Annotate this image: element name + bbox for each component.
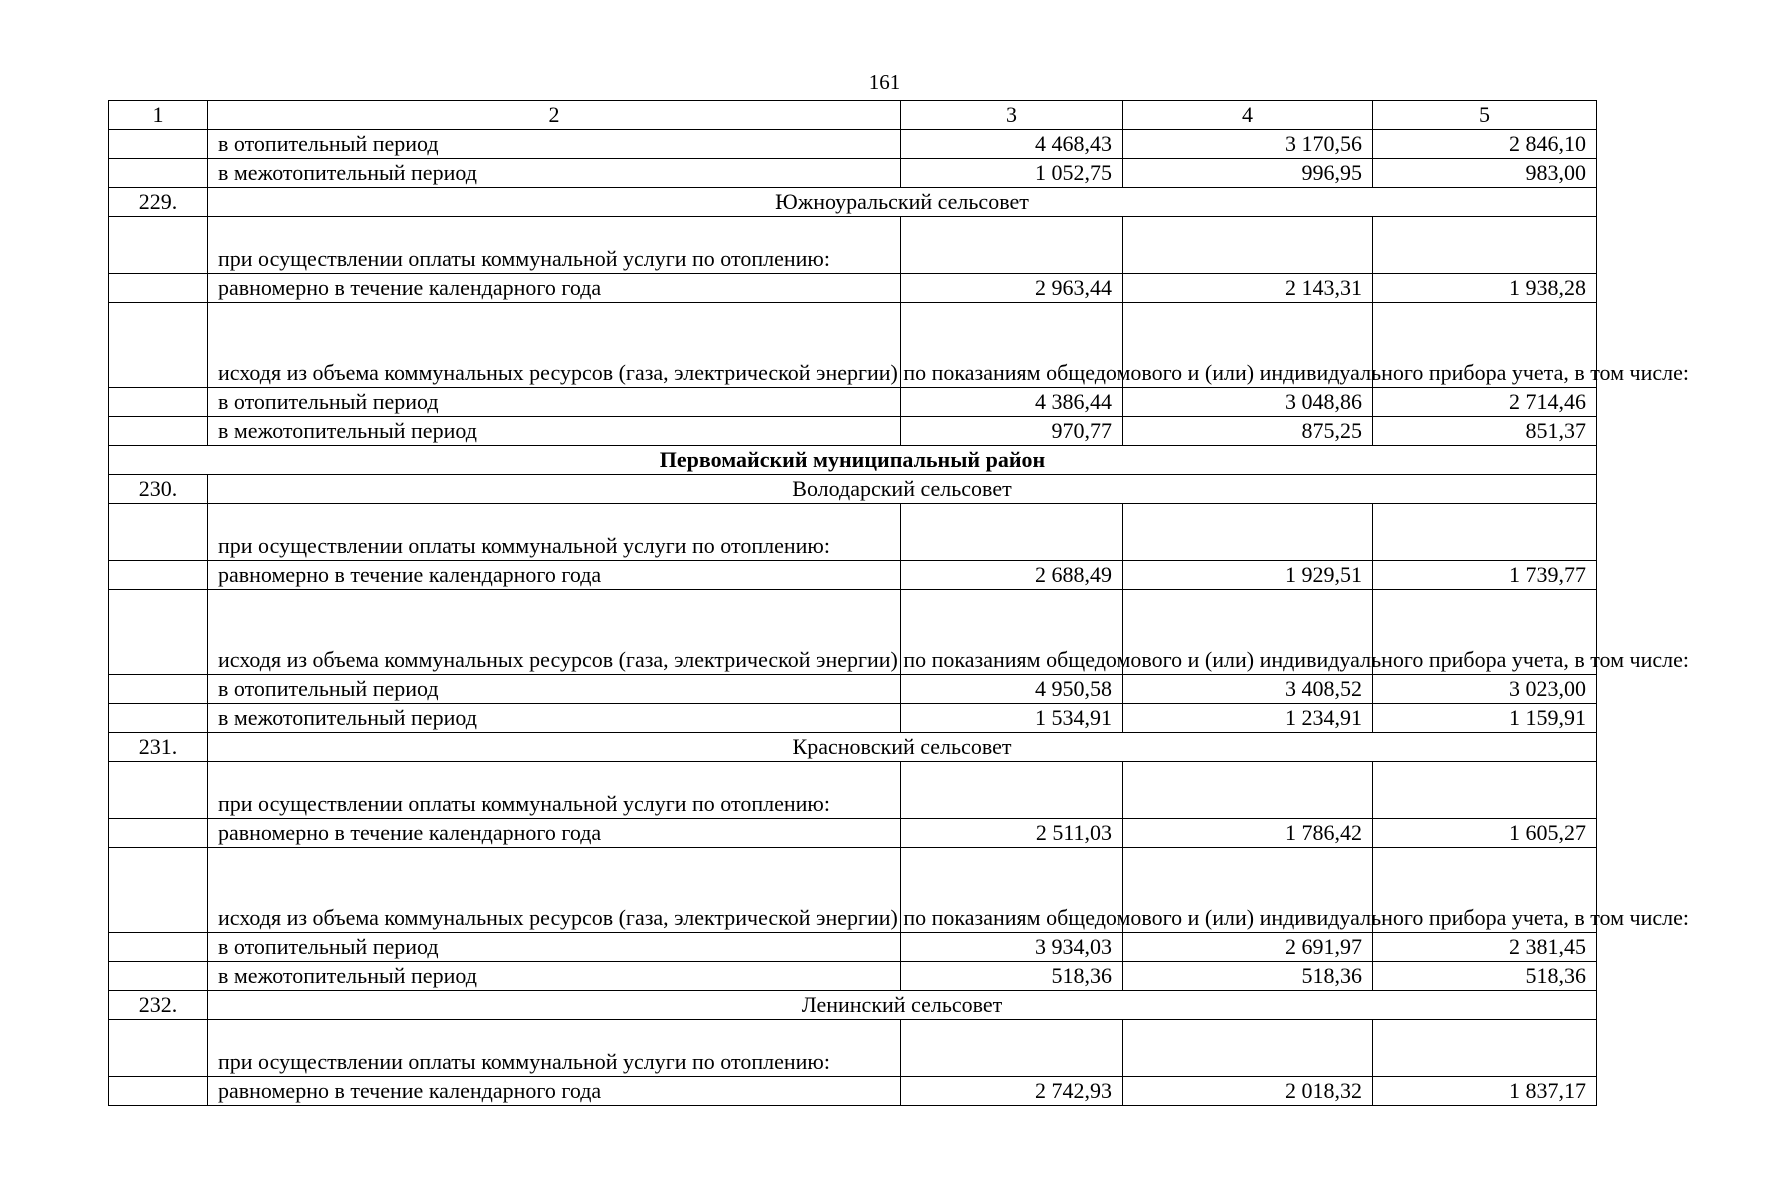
value-col-5: 1 159,91 <box>1373 704 1597 733</box>
page-number: 161 <box>868 70 901 94</box>
value-col-3 <box>901 1020 1123 1077</box>
row-number-cell <box>109 561 208 590</box>
table-row <box>109 819 1597 848</box>
value-col-3 <box>901 217 1123 274</box>
value-col-5 <box>1373 504 1597 561</box>
value-col-3 <box>901 504 1123 561</box>
table-row <box>109 590 1597 675</box>
region-row <box>109 446 1597 475</box>
value-col-4: 2 143,31 <box>1123 274 1373 303</box>
section-title: Ленинский сельсовет <box>208 991 1597 1020</box>
value-col-4: 518,36 <box>1123 962 1373 991</box>
value-col-4 <box>1123 504 1373 561</box>
row-number-cell <box>109 819 208 848</box>
value-col-5: 983,00 <box>1373 159 1597 188</box>
value-col-4: 2 018,32 <box>1123 1077 1373 1106</box>
value-col-5: 2 381,45 <box>1373 933 1597 962</box>
value-col-4: 1 929,51 <box>1123 561 1373 590</box>
section-number: 231. <box>109 733 208 762</box>
row-description: равномерно в течение календарного года <box>208 819 901 848</box>
value-col-4: 1 234,91 <box>1123 704 1373 733</box>
row-description: равномерно в течение календарного года <box>208 1077 901 1106</box>
value-col-4: 3 408,52 <box>1123 675 1373 704</box>
column-number-5: 5 <box>1373 101 1597 130</box>
row-description: исходя из объема коммунальных ресурсов (газа, электрической энергии) по показаниям общедомового и (или) индивидуального прибора учета, в том числе: <box>208 303 901 388</box>
value-col-3: 4 386,44 <box>901 388 1123 417</box>
region-title: Первомайский муниципальный район <box>109 446 1597 475</box>
value-col-3: 3 934,03 <box>901 933 1123 962</box>
value-col-5 <box>1373 1020 1597 1077</box>
section-number: 230. <box>109 475 208 504</box>
section-number: 232. <box>109 991 208 1020</box>
table-row <box>109 675 1597 704</box>
value-col-5: 2 714,46 <box>1373 388 1597 417</box>
table-row <box>109 704 1597 733</box>
value-col-5: 1 739,77 <box>1373 561 1597 590</box>
value-col-3: 4 950,58 <box>901 675 1123 704</box>
value-col-4: 996,95 <box>1123 159 1373 188</box>
row-number-cell <box>109 417 208 446</box>
value-col-3: 970,77 <box>901 417 1123 446</box>
value-col-4: 3 048,86 <box>1123 388 1373 417</box>
row-description: исходя из объема коммунальных ресурсов (газа, электрической энергии) по показаниям общедомового и (или) индивидуального прибора учета, в том числе: <box>208 848 901 933</box>
row-description: равномерно в течение календарного года <box>208 274 901 303</box>
value-col-4: 1 786,42 <box>1123 819 1373 848</box>
value-col-3: 4 468,43 <box>901 130 1123 159</box>
value-col-5 <box>1373 217 1597 274</box>
value-col-4 <box>1123 762 1373 819</box>
value-col-4: 3 170,56 <box>1123 130 1373 159</box>
value-col-5 <box>1373 762 1597 819</box>
row-description: в отопительный период <box>208 675 901 704</box>
table-row <box>109 933 1597 962</box>
value-col-3: 2 688,49 <box>901 561 1123 590</box>
row-description: в межотопительный период <box>208 417 901 446</box>
row-description: в отопительный период <box>208 933 901 962</box>
table-row <box>109 1020 1597 1077</box>
table-row <box>109 1077 1597 1106</box>
row-number-cell <box>109 704 208 733</box>
value-col-5: 1 938,28 <box>1373 274 1597 303</box>
row-number-cell <box>109 388 208 417</box>
table-row <box>109 303 1597 388</box>
table-row <box>109 417 1597 446</box>
value-col-5: 3 023,00 <box>1373 675 1597 704</box>
value-col-3: 2 742,93 <box>901 1077 1123 1106</box>
table-row <box>109 504 1597 561</box>
row-number-cell <box>109 848 208 933</box>
section-row <box>109 475 1597 504</box>
row-number-cell <box>109 1020 208 1077</box>
value-col-3: 2 511,03 <box>901 819 1123 848</box>
row-number-cell <box>109 217 208 274</box>
section-row <box>109 188 1597 217</box>
section-row <box>109 991 1597 1020</box>
row-number-cell <box>109 159 208 188</box>
row-description: при осуществлении оплаты коммунальной услуги по отоплению: <box>208 1020 901 1077</box>
row-description: при осуществлении оплаты коммунальной услуги по отоплению: <box>208 217 901 274</box>
row-number-cell <box>109 130 208 159</box>
table-row <box>109 561 1597 590</box>
row-number-cell <box>109 1077 208 1106</box>
value-col-4 <box>1123 1020 1373 1077</box>
row-description: в межотопительный период <box>208 704 901 733</box>
value-col-5: 1 837,17 <box>1373 1077 1597 1106</box>
value-col-5: 1 605,27 <box>1373 819 1597 848</box>
section-title: Южноуральский сельсовет <box>208 188 1597 217</box>
row-description: в межотопительный период <box>208 962 901 991</box>
table-row <box>109 217 1597 274</box>
table-row <box>109 130 1597 159</box>
row-description: при осуществлении оплаты коммунальной услуги по отоплению: <box>208 762 901 819</box>
table-row <box>109 159 1597 188</box>
column-number-3: 3 <box>901 101 1123 130</box>
table-row <box>109 274 1597 303</box>
table-row <box>109 388 1597 417</box>
row-number-cell <box>109 675 208 704</box>
row-description: исходя из объема коммунальных ресурсов (газа, электрической энергии) по показаниям общедомового и (или) индивидуального прибора учета, в том числе: <box>208 590 901 675</box>
value-col-3: 1 052,75 <box>901 159 1123 188</box>
value-col-3: 1 534,91 <box>901 704 1123 733</box>
row-description: в межотопительный период <box>208 159 901 188</box>
section-row <box>109 733 1597 762</box>
table-row <box>109 762 1597 819</box>
row-number-cell <box>109 962 208 991</box>
value-col-5: 851,37 <box>1373 417 1597 446</box>
value-col-4 <box>1123 217 1373 274</box>
value-col-4: 875,25 <box>1123 417 1373 446</box>
tariff-table <box>108 100 1690 1106</box>
column-number-1: 1 <box>109 101 208 130</box>
table-row <box>109 962 1597 991</box>
row-number-cell <box>109 762 208 819</box>
row-number-cell <box>109 933 208 962</box>
row-description: в отопительный период <box>208 388 901 417</box>
value-col-3 <box>901 762 1123 819</box>
table-row <box>109 848 1597 933</box>
column-number-2: 2 <box>208 101 901 130</box>
value-col-3: 518,36 <box>901 962 1123 991</box>
value-col-4: 2 691,97 <box>1123 933 1373 962</box>
value-col-5: 518,36 <box>1373 962 1597 991</box>
section-number: 229. <box>109 188 208 217</box>
column-number-4: 4 <box>1123 101 1373 130</box>
value-col-3: 2 963,44 <box>901 274 1123 303</box>
row-number-cell <box>109 504 208 561</box>
row-description: равномерно в течение календарного года <box>208 561 901 590</box>
value-col-5: 2 846,10 <box>1373 130 1597 159</box>
column-number-row <box>109 101 1597 130</box>
row-number-cell <box>109 303 208 388</box>
section-title: Володарский сельсовет <box>208 475 1597 504</box>
row-number-cell <box>109 590 208 675</box>
row-description: при осуществлении оплаты коммунальной услуги по отоплению: <box>208 504 901 561</box>
row-description: в отопительный период <box>208 130 901 159</box>
section-title: Красновский сельсовет <box>208 733 1597 762</box>
row-number-cell <box>109 274 208 303</box>
